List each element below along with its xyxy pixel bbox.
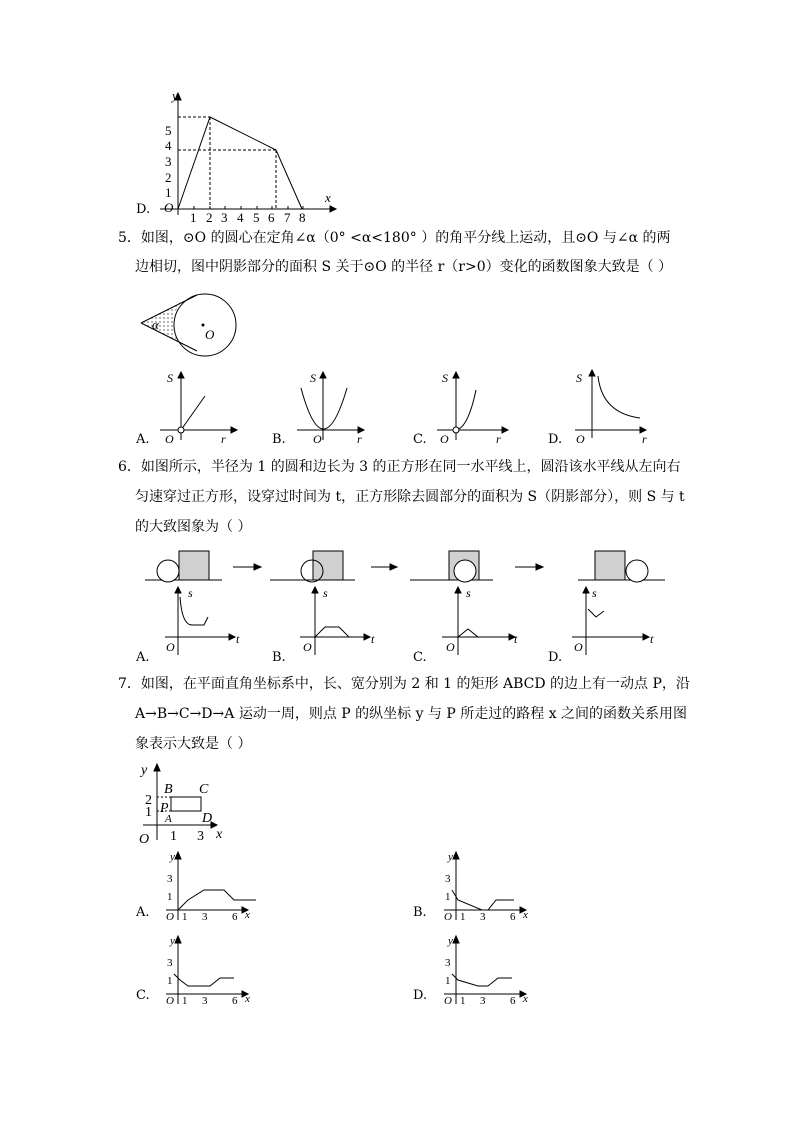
- q6c-x-label: t: [514, 632, 518, 646]
- q4-xtick: 7: [284, 210, 291, 225]
- q4-ytick: 2: [165, 170, 172, 185]
- q7b-x-label: x: [523, 909, 528, 921]
- q6-scenes: [135, 545, 675, 587]
- q7a-ytick-3: 3: [167, 873, 173, 885]
- q7c-xtick-1: 1: [182, 995, 188, 1007]
- q7b-ytick-3: 3: [445, 873, 451, 885]
- q6a-origin: O: [166, 640, 175, 654]
- q6-option-d-graph: [570, 585, 660, 660]
- q4-xtick: 6: [268, 210, 275, 225]
- q7-text-line-1: 7．如图，在平面直角坐标系中，长、宽分别为 2 和 1 的矩形 ABCD 的边上有一动点 P，沿: [118, 676, 690, 692]
- q7b-xtick-6: 6: [510, 911, 516, 923]
- q6-option-b-graph: [295, 585, 385, 660]
- q5a-open-point: [178, 427, 184, 433]
- q7-point-p: P: [160, 801, 169, 816]
- q5d-curve: [598, 376, 640, 418]
- q7-option-c-graph: [150, 932, 260, 1014]
- q7d-origin: O: [444, 995, 452, 1007]
- q6a-curve: [180, 597, 208, 625]
- q6d-origin: O: [574, 640, 583, 654]
- q6-text-line-2: 匀速穿过正方形，设穿过时间为 t，正方形除去圆部分的面积为 S（阴影部分），则 S 与 t: [135, 489, 685, 505]
- q5-option-c-graph: [432, 370, 517, 445]
- q6b-origin: O: [303, 640, 312, 654]
- q6-option-c-graph: [440, 585, 530, 660]
- q7a-x-label: x: [245, 909, 250, 921]
- q4-xtick: 8: [299, 210, 306, 225]
- q6c-curve: [458, 629, 478, 637]
- q6a-y-label: s: [188, 586, 193, 600]
- q6-circle-1: [157, 560, 179, 582]
- q6-square-1: [179, 551, 209, 580]
- q5c-x-label: r: [496, 432, 501, 446]
- q7d-ytick-3: 3: [445, 957, 451, 969]
- q7-figure: [135, 758, 235, 848]
- q5-shaded-region: [141, 303, 181, 343]
- q7-point-b: B: [164, 782, 173, 797]
- q7-option-d-graph: [428, 932, 538, 1014]
- q5a-x-label: r: [221, 432, 226, 446]
- q7c-xtick-6: 6: [232, 995, 238, 1007]
- q4-xtick: 1: [190, 210, 197, 225]
- q6d-curve: [588, 609, 604, 617]
- q7a-xtick-6: 6: [232, 911, 238, 923]
- q7c-xtick-3: 3: [202, 995, 208, 1007]
- q5b-y-label: S: [310, 371, 316, 385]
- q6a-x-label: t: [236, 632, 240, 646]
- q5d-y-label: S: [576, 371, 582, 385]
- q7-text-line-3: 象表示大致是（ ）: [135, 736, 252, 752]
- q5b-origin: O: [313, 432, 322, 446]
- q4-x-label: x: [325, 190, 331, 205]
- q5-option-d-label[interactable]: D.: [548, 432, 563, 447]
- q7-tick-y2: 2: [145, 793, 152, 808]
- q6-option-a-label[interactable]: A.: [136, 650, 150, 665]
- q6-square-4: [595, 551, 625, 580]
- q5-option-b-graph: [295, 370, 380, 445]
- q7b-xtick-3: 3: [480, 911, 486, 923]
- q7-y-label: y: [141, 763, 148, 778]
- q7a-origin: O: [166, 911, 174, 923]
- q6-option-a-graph: [160, 585, 250, 660]
- q7a-y-label: y: [170, 851, 175, 863]
- q7-tick-x1: 1: [170, 829, 177, 844]
- q7b-ytick-1: 1: [445, 891, 451, 903]
- q7-origin: O: [139, 832, 150, 847]
- arrow-right-icon: [536, 564, 543, 570]
- q6-square-2: [313, 551, 343, 580]
- q5-circle: [174, 294, 236, 356]
- q4-xtick: 3: [221, 210, 228, 225]
- q5d-x-label: r: [642, 432, 647, 446]
- q6-circle-4: [626, 560, 648, 582]
- q5b-x-label: r: [357, 432, 362, 446]
- q6-circle-3: [454, 560, 476, 582]
- q7b-origin: O: [444, 911, 452, 923]
- q5-option-a-label[interactable]: A.: [136, 432, 150, 447]
- q5-option-a-graph: [155, 370, 240, 445]
- q7d-y-label: y: [448, 935, 453, 947]
- q7-option-a-label[interactable]: A.: [136, 905, 150, 920]
- q4-option-d-graph: [150, 88, 340, 225]
- q6d-x-label: t: [650, 632, 654, 646]
- q6b-curve: [315, 627, 349, 637]
- q7d-x-label: x: [523, 993, 528, 1005]
- q4-origin: O: [164, 200, 174, 215]
- q7a-xtick-1: 1: [182, 911, 188, 923]
- q7d-xtick-1: 1: [460, 995, 466, 1007]
- q4-ytick: 5: [165, 123, 172, 138]
- q7-text-line-2: A→B→C→D→A 运动一周，则点 P 的纵坐标 y 与 P 所走过的路程 x 之间的函数关系用图: [135, 706, 688, 722]
- q4-xtick: 2: [206, 210, 213, 225]
- q6b-x-label: t: [371, 632, 375, 646]
- q5-option-c-label[interactable]: C.: [413, 432, 427, 447]
- q7-tick-y1: 1: [145, 805, 152, 820]
- q5-center-label: O: [205, 327, 215, 342]
- q7a-ytick-1: 1: [167, 891, 173, 903]
- q7d-xtick-3: 3: [480, 995, 486, 1007]
- q6c-y-label: s: [466, 586, 471, 600]
- q6-option-d-label[interactable]: D.: [548, 650, 563, 665]
- q4-y-label: y: [172, 88, 178, 103]
- q5c-open-point: [453, 427, 459, 433]
- q5b-parabola: [301, 388, 347, 429]
- q6d-y-label: s: [592, 586, 597, 600]
- q7c-ytick-1: 1: [167, 975, 173, 987]
- q7-option-b-label[interactable]: B.: [413, 905, 427, 920]
- q4-option-d-label[interactable]: D.: [136, 202, 151, 217]
- q4-xtick: 4: [237, 210, 244, 225]
- q5c-curve: [456, 390, 476, 430]
- q6-option-b-label[interactable]: B.: [272, 650, 286, 665]
- q4-ytick: 1: [165, 185, 172, 200]
- q4-piecewise-line: [178, 117, 302, 209]
- q7-point-c: C: [199, 782, 209, 797]
- q7c-ytick-3: 3: [167, 957, 173, 969]
- q7-tick-x3: 3: [197, 829, 204, 844]
- q7-option-d-label[interactable]: D.: [413, 988, 428, 1003]
- x-arrow-icon: [330, 206, 336, 212]
- q5a-curve: [181, 396, 205, 430]
- q5-text-line-1: 5．如图，⊙O 的圆心在定角∠α（0° <α<180° ）的角平分线上运动，且⊙O 与∠α 的两: [118, 230, 671, 246]
- q6c-origin: O: [446, 640, 455, 654]
- q7c-y-label: y: [170, 935, 175, 947]
- q7-option-b-graph: [428, 848, 538, 930]
- q5-text-line-2: 边相切，图中阴影部分的面积 S 关于⊙O 的半径 r（r>0）变化的函数图象大致是（ ）: [135, 259, 673, 275]
- q5-option-b-label[interactable]: B.: [272, 432, 286, 447]
- q5c-y-label: S: [442, 371, 448, 385]
- q6b-y-label: s: [323, 586, 328, 600]
- q4-xtick: 5: [253, 210, 260, 225]
- q7d-xtick-6: 6: [510, 995, 516, 1007]
- q6-text-line-1: 6．如图所示，半径为 1 的圆和边长为 3 的正方形在同一水平线上，圆沿该水平线从左向右: [118, 459, 681, 475]
- q7-x-label: x: [216, 827, 223, 842]
- q6-option-c-label[interactable]: C.: [413, 650, 427, 665]
- q6-text-line-3: 的大致图象为（ ）: [135, 519, 252, 535]
- q5-option-d-graph: [570, 368, 660, 445]
- q7d-ytick-1: 1: [445, 975, 451, 987]
- q7c-x-label: x: [245, 993, 250, 1005]
- q7-option-c-label[interactable]: C.: [136, 988, 150, 1003]
- q7c-origin: O: [166, 995, 174, 1007]
- q5a-origin: O: [165, 432, 174, 446]
- arrow-right-icon: [254, 564, 261, 570]
- q5a-y-label: S: [167, 371, 173, 385]
- q4-ytick: 4: [165, 138, 172, 153]
- q7-point-d: D: [202, 811, 213, 826]
- q7b-xtick-1: 1: [460, 911, 466, 923]
- q7-point-a: A: [165, 813, 172, 825]
- q5-alpha: α: [152, 317, 159, 332]
- q4-ytick: 3: [165, 154, 172, 169]
- q7b-y-label: y: [448, 851, 453, 863]
- q5c-origin: O: [440, 432, 449, 446]
- q7-option-a-graph: [150, 848, 260, 930]
- q5-figure: [135, 285, 245, 365]
- q7-rectangle: [171, 797, 201, 811]
- q5d-origin: O: [576, 432, 585, 446]
- q7a-xtick-3: 3: [202, 911, 208, 923]
- arrow-right-icon: [390, 564, 397, 570]
